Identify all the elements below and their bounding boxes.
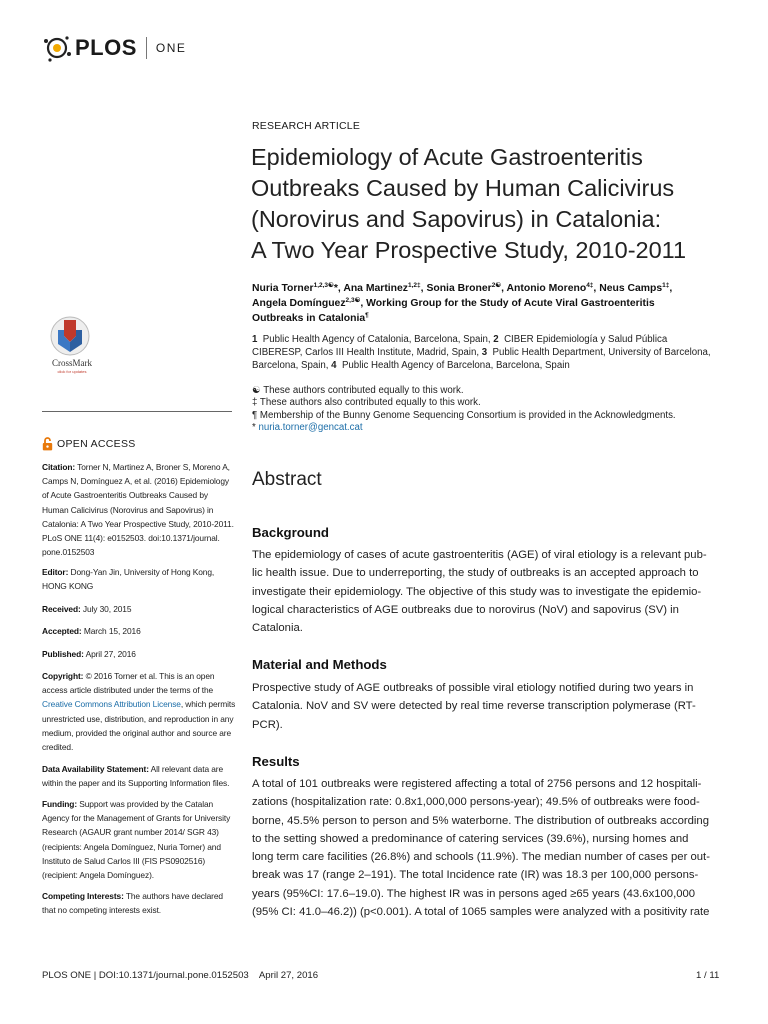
author-name[interactable]: Nuria Torner	[252, 283, 314, 294]
funding-block	[42, 797, 238, 882]
data-availability-line: within the paper and its Supporting Information files.	[42, 778, 230, 789]
editor-label: Editor:	[42, 567, 69, 577]
methods-text	[252, 679, 722, 734]
citation-line: Torner N, Martinez A, Broner S, Moreno A,	[77, 462, 230, 472]
open-access-label: OPEN ACCESS	[57, 438, 136, 450]
text-line: to the setting showed a predominance of catering services (39.6%), nursing homes and	[252, 832, 689, 845]
title-line: (Norovirus and Sapovirus) in Catalonia:	[251, 206, 662, 232]
citation-block	[42, 460, 238, 559]
crossmark-sublabel: click for updates	[57, 369, 87, 374]
citation-line: Camps N, Domínguez A, et al. (2016) Epidemiology	[42, 476, 229, 487]
email-prefix: *	[252, 422, 259, 434]
author-sep: ,	[501, 283, 507, 294]
article-title	[251, 142, 721, 266]
open-lock-icon	[42, 437, 53, 451]
background-heading: Background	[252, 525, 329, 540]
author-group: Outbreaks in Catalonia	[252, 313, 366, 324]
results-heading: Results	[252, 754, 300, 769]
text-line: Catalonia. NoV and SV were detected by real time reverse transcription polymerase (RT-	[252, 700, 696, 713]
results-text	[252, 775, 722, 921]
funding-line: Instituto de Salud Carlos III (FIS PS0902516)	[42, 855, 206, 866]
editor-line: HONG KONG	[42, 581, 94, 592]
abstract-heading: Abstract	[252, 469, 322, 490]
funding-line: Agency for the Management of Grants for University	[42, 813, 231, 824]
affiliations	[252, 333, 722, 373]
received-date: July 30, 2015	[82, 604, 132, 614]
author-sep: ,	[420, 283, 427, 294]
text-line: break was 17 (range 2–191). The total Incidence rate (IR) was 18.3 per 100,000 persons-	[252, 869, 699, 882]
crossmark-icon	[38, 316, 102, 358]
published-block	[42, 647, 238, 661]
received-label: Received:	[42, 604, 81, 614]
title-line: Epidemiology of Acute Gastroenteritis	[251, 144, 643, 170]
affil-text: Public Health Agency of Barcelona, Barcelona, Spain	[341, 360, 570, 372]
license-link[interactable]: Creative Commons Attribution License	[42, 699, 181, 710]
author-affil: 2,3☯	[345, 297, 361, 304]
methods-heading: Material and Methods	[252, 657, 387, 672]
accepted-date: March 15, 2016	[83, 626, 141, 636]
funding-line: Support was provided by the Catalan	[79, 799, 214, 809]
author-affil: 1,2,3☯	[313, 282, 334, 289]
author-note: ‡ These authors also contributed equally to this work.	[252, 397, 481, 409]
competing-interests-block	[42, 889, 238, 917]
text-line: Prospective study of AGE outbreaks of possible viral etiology notified during two years in	[252, 682, 694, 694]
author-note: ☯ These authors contributed equally to this work.	[252, 385, 464, 396]
citation-line: pone.0152503	[42, 547, 95, 558]
author-group: , Working Group for the Study of Acute Viral Gastroenteritis	[360, 298, 655, 309]
text-line: long term care facilities (26.8%) and schools (11.9%). The median number of cases per out-	[252, 851, 710, 864]
text-line: logical characteristics of AGE outbreaks due to norovirus (NoV) and sapovirus (SV) in	[252, 603, 679, 616]
text-line: lic health issue. Due to underreporting, the study of outbreaks is an accepted approach to	[252, 567, 699, 580]
author-notes	[252, 385, 722, 435]
competing-label: Competing Interests:	[42, 891, 124, 901]
citation-line: PLoS ONE 11(4): e0152503. doi:10.1371/journal.	[42, 533, 220, 544]
copyright-line: access article distributed under the terms of the	[42, 685, 214, 696]
copyright-line: unrestricted use, distribution, and reproduction in any	[42, 713, 234, 724]
author-name[interactable]: Sonia Broner	[426, 283, 492, 294]
affil-text: Public Health Department, University of Barcelona,	[492, 347, 711, 359]
published-date: April 27, 2016	[85, 649, 136, 659]
data-availability-block	[42, 762, 238, 790]
plos-logo-text: PLOS	[75, 35, 137, 60]
competing-line: The authors have declared	[125, 891, 223, 901]
author-sep: ,	[669, 283, 673, 294]
author-affil: 1‡	[662, 282, 670, 289]
text-line: years (95%CI: 17.6–19.0). The highest IR was in persons aged ≥65 years (43.6x100,000	[252, 887, 696, 900]
plos-logo[interactable]	[42, 33, 186, 63]
affil-text: Public Health Agency of Catalonia, Barcelona, Spain,	[262, 334, 494, 345]
received-block	[42, 602, 238, 616]
article-type: RESEARCH ARTICLE	[252, 120, 361, 132]
title-line: Outbreaks Caused by Human Calicivirus	[251, 175, 675, 201]
crossmark-badge[interactable]	[38, 316, 102, 363]
affil-num: 2	[493, 334, 499, 345]
text-line: investigate their epidemiology. The objective of this study was to investigate the epidemio-	[252, 585, 702, 598]
text-line: The epidemiology of cases of acute gastroenteritis (AGE) of viral etiology is a relevant pub-	[252, 549, 707, 561]
author-sep: ,	[593, 283, 600, 294]
sidebar-divider	[42, 411, 232, 412]
footer-citation: PLOS ONE | DOI:10.1371/journal.pone.0152503 April 27, 2016	[42, 970, 319, 981]
competing-line: that no competing interests exist.	[42, 905, 162, 916]
crossmark-label: CrossMark	[52, 358, 92, 368]
editor-block	[42, 565, 238, 593]
accepted-label: Accepted:	[42, 626, 82, 636]
citation-line: Human Calicivirus (Norovirus and Sapovirus) in	[42, 504, 214, 515]
author-affil: 1,2‡	[408, 282, 421, 289]
citation-label: Citation:	[42, 462, 76, 472]
copyright-line: credited.	[42, 742, 74, 753]
affil-num: 4	[331, 360, 337, 372]
journal-name: ONE	[155, 41, 187, 55]
author-list	[252, 281, 722, 326]
background-text	[252, 546, 722, 637]
author-sep: *,	[333, 283, 344, 294]
funding-label: Funding:	[42, 799, 78, 809]
affil-text: Barcelona, Spain,	[252, 360, 332, 372]
affil-num: 1	[252, 334, 258, 345]
author-name[interactable]: Antonio Moreno	[506, 283, 587, 294]
author-affil: ¶	[365, 312, 369, 319]
text-line: (95% CI: 41.0–46.2)) (p<0.001). A total of 1065 samples were analyzed with a positivity rate	[252, 906, 710, 919]
affil-text: CIBER Epidemiología y Salud Pública	[504, 334, 668, 345]
page-number: 1 / 11	[696, 970, 720, 981]
corresponding-email-link[interactable]: nuria.torner@gencat.cat	[258, 422, 363, 434]
copyright-line: , which permits	[180, 699, 236, 710]
affil-text: CIBERESP, Carlos III Health Institute, Madrid, Spain,	[252, 347, 482, 359]
data-availability-label: Data Availability Statement:	[42, 764, 149, 774]
author-name[interactable]: Ana Martinez	[343, 283, 408, 294]
author-name[interactable]: Angela Domínguez	[252, 298, 346, 309]
published-label: Published:	[42, 649, 84, 659]
text-line: PCR).	[252, 718, 283, 731]
author-note: ¶ Membership of the Bunny Genome Sequencing Consortium is provided in the Acknowledgments.	[252, 409, 676, 421]
text-line: borne, 45.5% person to person and 5% waterborne. The distribution of outbreaks according	[252, 814, 709, 827]
accepted-block	[42, 624, 238, 638]
data-availability-line: All relevant data are	[150, 764, 224, 774]
copyright-line: medium, provided the original author and source are	[42, 727, 232, 738]
citation-line: of Acute Gastroenteritis Outbreaks Caused by	[42, 490, 208, 501]
citation-line: Catalonia: A Two Year Prospective Study, 2010-2011.	[42, 518, 234, 529]
affil-num: 3	[481, 347, 488, 359]
funding-line: (recipient: Angela Domínguez).	[42, 870, 154, 881]
plos-logo-icon	[42, 33, 72, 63]
copyright-label: Copyright:	[42, 671, 84, 681]
copyright-block	[42, 669, 238, 754]
logo-divider	[146, 37, 147, 59]
copyright-line: © 2016 Torner et al. This is an open	[85, 671, 215, 681]
funding-line: (recipients: Angela Domínguez, Nuria Torner) and	[42, 841, 221, 852]
open-access	[42, 437, 136, 451]
text-line: Catalonia.	[252, 622, 303, 635]
title-line: A Two Year Prospective Study, 2010-2011	[251, 237, 687, 263]
author-affil: 2☯	[491, 282, 502, 289]
author-affil: 4‡	[586, 282, 594, 289]
funding-line: Research (AGAUR grant number 2014/ SGR 43)	[42, 827, 219, 838]
text-line: A total of 101 outbreaks were registered affecting a total of 2756 persons and 12 hospitali-	[252, 778, 702, 790]
editor-line: Dong-Yan Jin, University of Hong Kong,	[70, 567, 215, 577]
text-line: zations (hospitalization rate: 0.8x1,000,000 persons-year); 49.5% of outbreaks were food-	[252, 796, 700, 809]
author-name[interactable]: Neus Camps	[599, 283, 663, 294]
